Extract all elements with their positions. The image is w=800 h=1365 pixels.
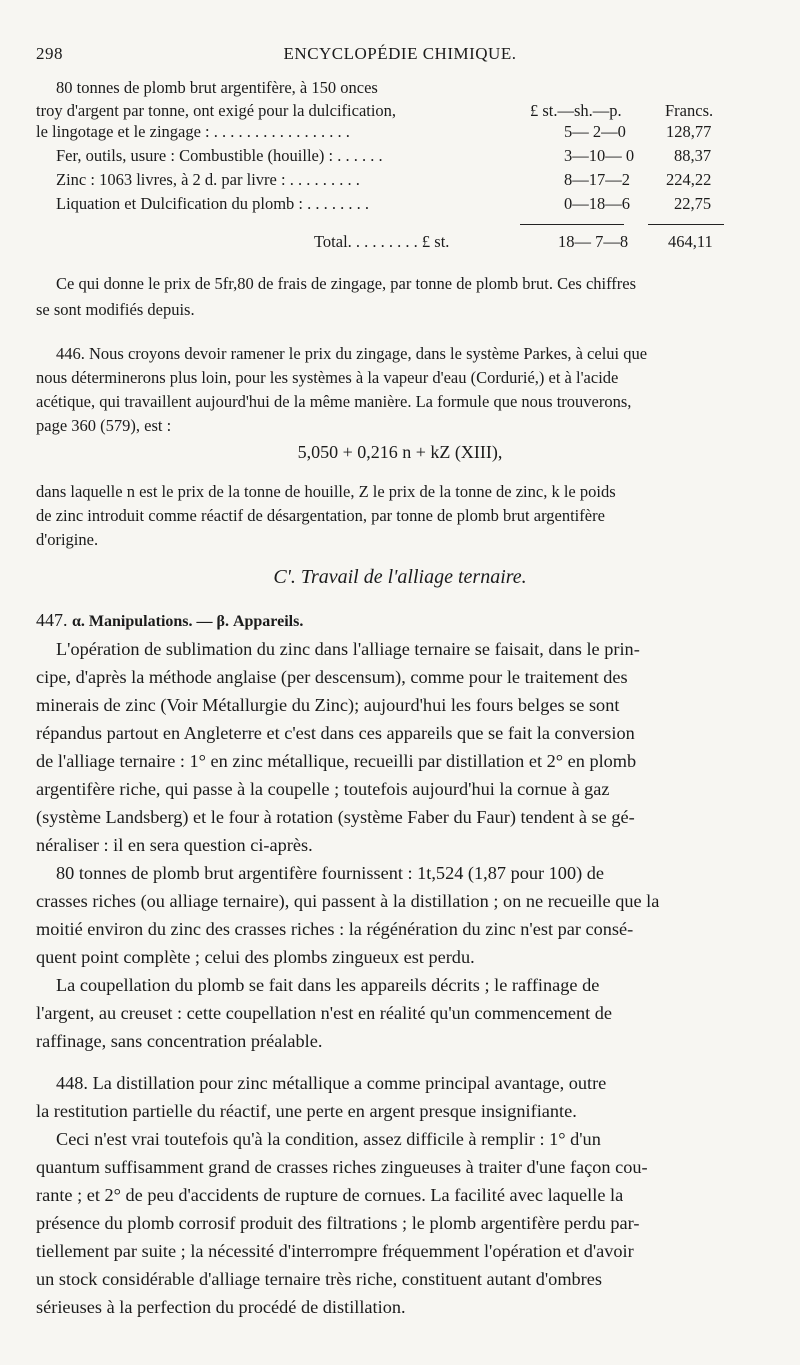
table-intro-line-1: 80 tonnes de plomb brut argentifère, à 150 onces bbox=[56, 78, 378, 97]
paragraph-447-line: argentifère riche, qui passe à la coupelle ; toutefois aujourd'hui la cornue à gaz bbox=[36, 779, 610, 799]
paragraph-447-line: répandus partout en Angleterre et c'est dans ces appareils que se fait la conversion bbox=[36, 723, 635, 743]
row-francs: 128,77 bbox=[666, 122, 712, 141]
row-label: Zinc : 1063 livres, à 2 d. par livre : . . . . . . . . . bbox=[56, 170, 360, 189]
paragraph-447-line: 80 tonnes de plomb brut argentifère fournissent : 1t,524 (1,87 pour 100) de bbox=[56, 863, 604, 883]
paragraph-447-line: (système Landsberg) et le four à rotation (système Faber du Faur) tendent à se gé- bbox=[36, 807, 635, 827]
row-label: Liquation et Dulcification du plomb : . . . . . . . . bbox=[56, 194, 369, 213]
table-row bbox=[36, 194, 762, 220]
paragraph-448-line: tiellement par suite ; la nécessité d'interrompre fréquemment l'opération et d'avoir bbox=[36, 1241, 634, 1261]
paragraph-447-line: L'opération de sublimation du zinc dans l'alliage ternaire se faisait, dans le prin- bbox=[56, 639, 640, 659]
row-lsd: 3—10— 0 bbox=[564, 146, 635, 165]
table-intro-line-2: troy d'argent par tonne, ont exigé pour la dulcification, bbox=[36, 101, 397, 120]
paragraph-448-line: quantum suffisamment grand de crasses riches zingueuses à traiter d'une façon cou- bbox=[36, 1157, 648, 1177]
paragraph-number: 446. bbox=[56, 344, 85, 363]
table-row bbox=[36, 146, 762, 172]
paragraph-447-line: quent point complète ; celui des plombs zingueux est perdu. bbox=[36, 947, 475, 967]
table-row bbox=[36, 170, 762, 196]
paragraph-447-line: cipe, d'après la méthode anglaise (per descensum), comme pour le traitement des bbox=[36, 667, 628, 687]
paragraph-446-line: nous déterminerons plus loin, pour les systèmes à la vapeur d'eau (Cordurié,) et à l'acide bbox=[36, 368, 619, 387]
paragraph-text: La distillation pour zinc métallique a comme principal avantage, outre bbox=[92, 1073, 607, 1093]
paragraph-446-line: page 360 (579), est : bbox=[36, 416, 172, 435]
paragraph-447-heading bbox=[36, 610, 303, 631]
paragraph-448-line: un stock considérable d'alliage ternaire très riche, constituent autant d'ombres bbox=[36, 1269, 602, 1289]
paragraph-446-line: dans laquelle n est le prix de la tonne de houille, Z le prix de la tonne de zinc, k le poids bbox=[36, 482, 616, 501]
table-row bbox=[36, 122, 762, 148]
row-lsd: 5— 2—0 bbox=[564, 122, 626, 141]
row-label: le lingotage et le zingage : . . . . . . . . . . . . . . . . . bbox=[36, 122, 350, 141]
column-header-lsd: £ st.—sh.—p. bbox=[530, 101, 622, 120]
paragraph-446-line: acétique, qui travaillent aujourd'hui de la même manière. La formule que nous trouverons, bbox=[36, 392, 632, 411]
row-lsd: 8—17—2 bbox=[564, 170, 630, 189]
paragraph-447-line: de l'alliage ternaire : 1° en zinc métallique, recueilli par distillation et 2° en plomb bbox=[36, 751, 637, 771]
paragraph-448-first-line bbox=[56, 1070, 606, 1097]
paragraph-448-line: rante ; et 2° de peu d'accidents de rupture de cornues. La facilité avec laquelle la bbox=[36, 1185, 624, 1205]
row-label: Fer, outils, usure : Combustible (houille) : . . . . . . bbox=[56, 146, 383, 165]
paragraph-heading: α. Manipulations. — β. Appareils. bbox=[72, 613, 304, 630]
row-francs: 88,37 bbox=[674, 146, 712, 165]
row-francs: 22,75 bbox=[674, 194, 712, 213]
formula-xiii: 5,050 + 0,216 n + kZ (XIII), bbox=[297, 442, 503, 462]
paragraph-447-line: minerais de zinc (Voir Métallurgie du Zinc); aujourd'hui les fours belges se sont bbox=[36, 695, 620, 715]
after-table-line-1: Ce qui donne le prix de 5fr,80 de frais de zingage, par tonne de plomb brut. Ces chiffres bbox=[56, 274, 637, 293]
total-francs: 464,11 bbox=[668, 232, 713, 251]
table-total-row bbox=[36, 232, 762, 258]
row-lsd: 0—18—6 bbox=[564, 194, 630, 213]
paragraph-448-line: sérieuses à la perfection du procédé de distillation. bbox=[36, 1297, 406, 1317]
paragraph-number: 447. bbox=[36, 610, 68, 630]
page-number: 298 bbox=[36, 44, 63, 63]
paragraph-447-line: néraliser : il en sera question ci-après. bbox=[36, 835, 313, 855]
total-label: Total. . . . . . . . . £ st. bbox=[314, 232, 450, 251]
paragraph-447-line: La coupellation du plomb se fait dans les appareils décrits ; le raffinage de bbox=[56, 975, 600, 995]
paragraph-number: 448. bbox=[56, 1073, 88, 1093]
paragraph-446-line: d'origine. bbox=[36, 530, 99, 549]
after-table-line-2: se sont modifiés depuis. bbox=[36, 300, 195, 319]
paragraph-448-line: Ceci n'est vrai toutefois qu'à la condition, assez difficile à remplir : 1° d'un bbox=[56, 1129, 601, 1149]
paragraph-448-line: présence du plomb corrosif produit des filtrations ; le plomb argentifère perdu par- bbox=[36, 1213, 640, 1233]
paragraph-447-line: crasses riches (ou alliage ternaire), qui passent à la distillation ; on ne recueille que la bbox=[36, 891, 660, 911]
total-lsd: 18— 7—8 bbox=[558, 232, 629, 251]
paragraph-446-line: de zinc introduit comme réactif de désargentation, par tonne de plomb brut argentifère bbox=[36, 506, 605, 525]
sum-rule-francs bbox=[648, 224, 724, 225]
column-header-francs: Francs. bbox=[665, 101, 714, 120]
paragraph-447-line: l'argent, au creuset : cette coupellation n'est en réalité qu'un commencement de bbox=[36, 1003, 613, 1023]
paragraph-448-line: la restitution partielle du réactif, une perte en argent presque insignifiante. bbox=[36, 1101, 577, 1121]
running-title: ENCYCLOPÉDIE CHIMIQUE. bbox=[283, 44, 517, 63]
paragraph-447-line: raffinage, sans concentration préalable. bbox=[36, 1031, 323, 1051]
sum-rule-lsd bbox=[520, 224, 624, 225]
paragraph-447-line: moitié environ du zinc des crasses riches : la régénération du zinc n'est par consé- bbox=[36, 919, 634, 939]
section-title: C'. Travail de l'alliage ternaire. bbox=[273, 566, 527, 588]
row-francs: 224,22 bbox=[666, 170, 712, 189]
paragraph-446-first-line bbox=[56, 342, 647, 365]
paragraph-text: Nous croyons devoir ramener le prix du zingage, dans le système Parkes, à celui que bbox=[89, 344, 648, 363]
